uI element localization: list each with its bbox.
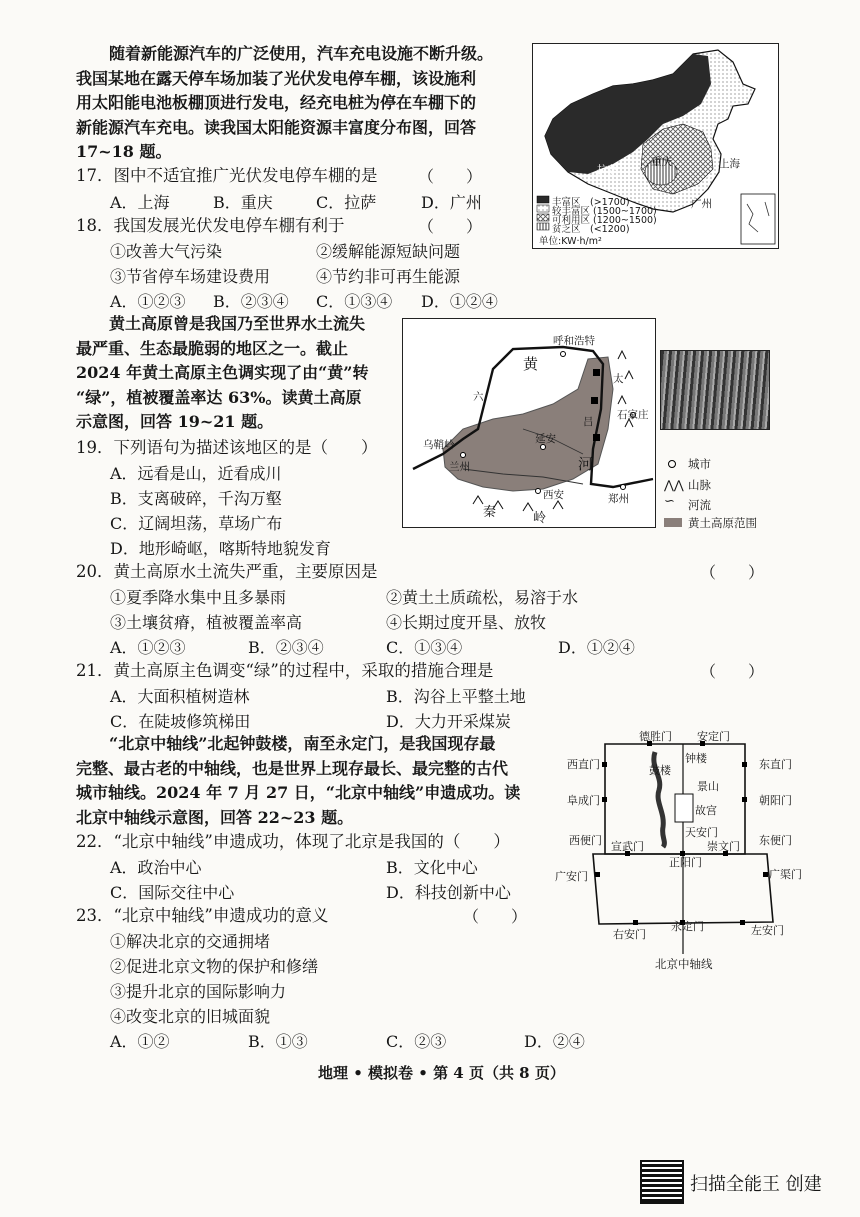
statement-3: ③土壤贫瘠，植被覆盖率高 [110, 613, 303, 632]
intro-line: 我国某地在露天停车场加装了光伏发电停车棚，该设施利 [76, 68, 477, 88]
gate-guanganmen: 广安门 [555, 870, 588, 883]
question-stem: 22．“北京中轴线”申遗成功，体现了北京是我国的（ ） [76, 832, 510, 851]
intro-line: 城市轴线。2024 年 7 月 27 日，“北京中轴线”申遗成功。读 [76, 783, 521, 803]
option-c: C．在陡坡修筑梯田 [110, 712, 251, 731]
label-ling: 岭 [533, 511, 547, 526]
gate-fuchengmen: 阜成门 [567, 794, 600, 807]
site-tiananmen: 天安门 [685, 826, 718, 839]
gate-chongwenmen: 崇文门 [707, 840, 740, 853]
city-label-shanghai: 上海 [719, 158, 740, 170]
option-d: D．大力开采煤炭 [386, 712, 511, 731]
option-c: C．①③④ [386, 638, 463, 657]
statement-2: ②促进北京文物的保护和修缮 [110, 957, 319, 976]
statement-1: ①解决北京的交通拥堵 [110, 932, 271, 951]
label-xian: 西安 [543, 489, 564, 501]
loess-plateau-map [402, 318, 656, 528]
gate-youanmen: 右安门 [613, 928, 646, 941]
city-label-guangzhou: 广州 [691, 198, 712, 210]
option-c: C．辽阔坦荡，草场广布 [110, 514, 283, 533]
option-a: A．上海 [110, 193, 170, 212]
answer-paren: （ ） [700, 662, 765, 681]
option-b: B．支离破碎，千沟万壑 [110, 489, 282, 508]
intro-line: 最严重、生态最脆弱的地区之一。截止 [76, 338, 349, 358]
question-20 [76, 560, 378, 585]
option-a: A．①②③ [110, 292, 186, 311]
intro-line: 黄土高原曾是我国乃至世界水土流失 [109, 314, 366, 333]
statement-1: ①改善大气污染 [110, 242, 223, 261]
label-lanzhou: 兰州 [449, 461, 470, 473]
option-b: B．重庆 [213, 193, 273, 212]
label-yanan: 延安 [535, 433, 556, 445]
label-lv: 吕 [583, 416, 594, 428]
option-b: B．②③④ [248, 638, 324, 657]
option-d: D．广州 [421, 193, 482, 212]
solar-resource-map [532, 43, 779, 249]
label-liu: 六 [473, 391, 484, 403]
gate-xizhimen: 西直门 [567, 758, 600, 771]
question-stem: 23．“北京中轴线”申遗成功的意义 [76, 906, 329, 925]
gate-dongzhimen: 东直门 [759, 758, 792, 771]
intro-passage-solar [76, 42, 526, 165]
label-wushaoling: 乌鞘岭 [423, 439, 455, 451]
gate-zuoanmen: 左安门 [751, 924, 784, 937]
intro-line: “北京中轴线”北起钟鼓楼，南至永定门，是我国现存最 [109, 734, 496, 753]
label-qin: 秦 [483, 505, 497, 520]
legend-river: 河流 [688, 498, 711, 512]
intro-line: 北京中轴线示意图，回答 22~23 题。 [76, 807, 354, 827]
gate-zhengyangmen: 正阳门 [669, 856, 702, 869]
statement-4: ④改变北京的旧城面貌 [110, 1007, 271, 1026]
river-icon: ∽ [664, 494, 675, 509]
city-label-lhasa: 拉萨 [597, 164, 618, 176]
map-unit: 单位:KW·h/m² [539, 236, 602, 247]
intro-line: 17~18 题。 [76, 142, 172, 162]
option-d: D．②④ [524, 1032, 585, 1051]
intro-line: 随着新能源汽车的广泛使用，汽车充电设施不断升级。 [109, 44, 494, 63]
question-22 [76, 830, 510, 855]
option-b: B．沟谷上平整土地 [386, 687, 526, 706]
plateau-swatch-icon [664, 518, 682, 527]
legend-usable: 可利用区 (1200~1500) [552, 215, 657, 226]
intro-line: 示意图，回答 19~21 题。 [76, 412, 274, 432]
statement-2: ②黄土土质疏松，易溶于水 [386, 588, 579, 607]
loess-gully-photo [660, 350, 770, 430]
site-gugong: 故宫 [695, 804, 717, 817]
site-zhonglou: 钟楼 [685, 752, 707, 765]
option-c: C．拉萨 [316, 193, 377, 212]
statement-4: ④长期过度开垦、放牧 [386, 613, 547, 632]
question-stem: 20．黄土高原水土流失严重，主要原因是 [76, 562, 378, 581]
option-b: B．②③④ [213, 292, 289, 311]
intro-line: “绿”，植被覆盖率达 63%。读黄土高原 [76, 387, 362, 407]
option-c: C．①③④ [316, 292, 393, 311]
intro-line: 新能源汽车充电。读我国太阳能资源丰富度分布图，回答 [76, 117, 477, 137]
intro-line: 完整、最古老的中轴线，也是世界上现存最长、最完整的古代 [76, 758, 509, 778]
city-dot-icon [668, 460, 676, 468]
answer-paren: （ ） [418, 167, 483, 186]
forbidden-city [675, 794, 693, 822]
gate-xuanwumen: 宣武门 [611, 840, 644, 853]
option-c: C．②③ [386, 1032, 447, 1051]
site-gulou: 鼓楼 [649, 764, 671, 777]
option-b: B．①③ [248, 1032, 308, 1051]
gate-guangqumen: 广渠门 [769, 868, 802, 881]
statement-4: ④节约非可再生能源 [316, 267, 461, 286]
legend-rich: 丰富区 (>1700) [552, 197, 630, 208]
gate-xibianmen: 西便门 [569, 834, 602, 847]
label-he: 河 [578, 455, 594, 473]
statement-1: ①夏季降水集中且多暴雨 [110, 588, 287, 607]
page-footer: 地理 • 模拟卷 • 第 4 页（共 8 页） [318, 1064, 565, 1082]
intro-passage-beijing [76, 732, 556, 830]
legend-fairly-rich: 较丰富区 (1500~1700) [552, 206, 657, 217]
option-a: A．大面积植树造林 [110, 687, 250, 706]
question-19 [76, 436, 378, 461]
answer-paren: （ ） [463, 907, 528, 926]
intro-line: 用太阳能电池板棚顶进行发电，经充电桩为停在车棚下的 [76, 93, 477, 113]
legend-mountain: 山脉 [688, 478, 711, 492]
label-shijiazhuang: 石家庄 [617, 409, 649, 421]
question-stem: 19．下列语句为描述该地区的是（ ） [76, 438, 378, 457]
legend-plateau: 黄土高原范围 [688, 516, 757, 530]
option-d: D．科技创新中心 [386, 883, 511, 902]
label-hohhot: 呼和浩特 [553, 335, 595, 347]
gate-chaoyangmen: 朝阳门 [759, 794, 792, 807]
question-23 [76, 904, 328, 929]
option-d: D．①②④ [558, 638, 635, 657]
question-stem: 18．我国发展光伏发电停车棚有利于 [76, 216, 345, 235]
qr-code-icon [640, 1160, 684, 1204]
option-d: D．①②④ [421, 292, 498, 311]
option-a: A．政治中心 [110, 858, 202, 877]
label-tai: 太 [613, 373, 624, 385]
answer-paren: （ ） [700, 563, 765, 582]
intro-line: 2024 年黄土高原主色调实现了由“黄”转 [76, 363, 369, 383]
gate-deshengmen: 德胜门 [639, 730, 672, 743]
label-zhengzhou: 郑州 [608, 493, 629, 505]
site-jingshan: 景山 [697, 780, 719, 793]
legend-poor: 贫乏区 (<1200) [552, 224, 630, 235]
question-18 [76, 214, 345, 239]
option-a: A．远看是山，近看成川 [110, 464, 282, 483]
option-b: B．文化中心 [386, 858, 478, 877]
question-stem: 17．图中不适宜推广光伏发电停车棚的是 [76, 166, 378, 185]
map-caption: 北京中轴线 [655, 957, 713, 971]
option-a: A．①② [110, 1032, 170, 1051]
city-label-chongqing: 重庆 [651, 156, 672, 168]
question-17 [76, 164, 378, 189]
gate-yongdingmen: 永定门 [671, 920, 704, 933]
gate-dongbianmen: 东便门 [759, 834, 792, 847]
statement-3: ③节省停车场建设费用 [110, 267, 271, 286]
option-d: D．地形崎岖，喀斯特地貌发育 [110, 539, 331, 558]
beijing-axis-map [555, 722, 800, 972]
legend-city: 城市 [688, 457, 711, 471]
mountain-icon: ⋀⋀ [664, 478, 684, 492]
question-21 [76, 659, 493, 684]
scanner-watermark: 扫描全能王 创建 [690, 1174, 822, 1195]
statement-3: ③提升北京的国际影响力 [110, 982, 287, 1001]
option-c: C．国际交往中心 [110, 883, 235, 902]
option-a: A．①②③ [110, 638, 186, 657]
gate-andingmen: 安定门 [697, 730, 730, 743]
question-stem: 21．黄土高原主色调变“绿”的过程中，采取的措施合理是 [76, 661, 494, 680]
statement-2: ②缓解能源短缺问题 [316, 242, 461, 261]
intro-passage-loess [76, 312, 406, 435]
label-huang: 黄 [523, 355, 539, 373]
answer-paren: （ ） [418, 217, 483, 236]
